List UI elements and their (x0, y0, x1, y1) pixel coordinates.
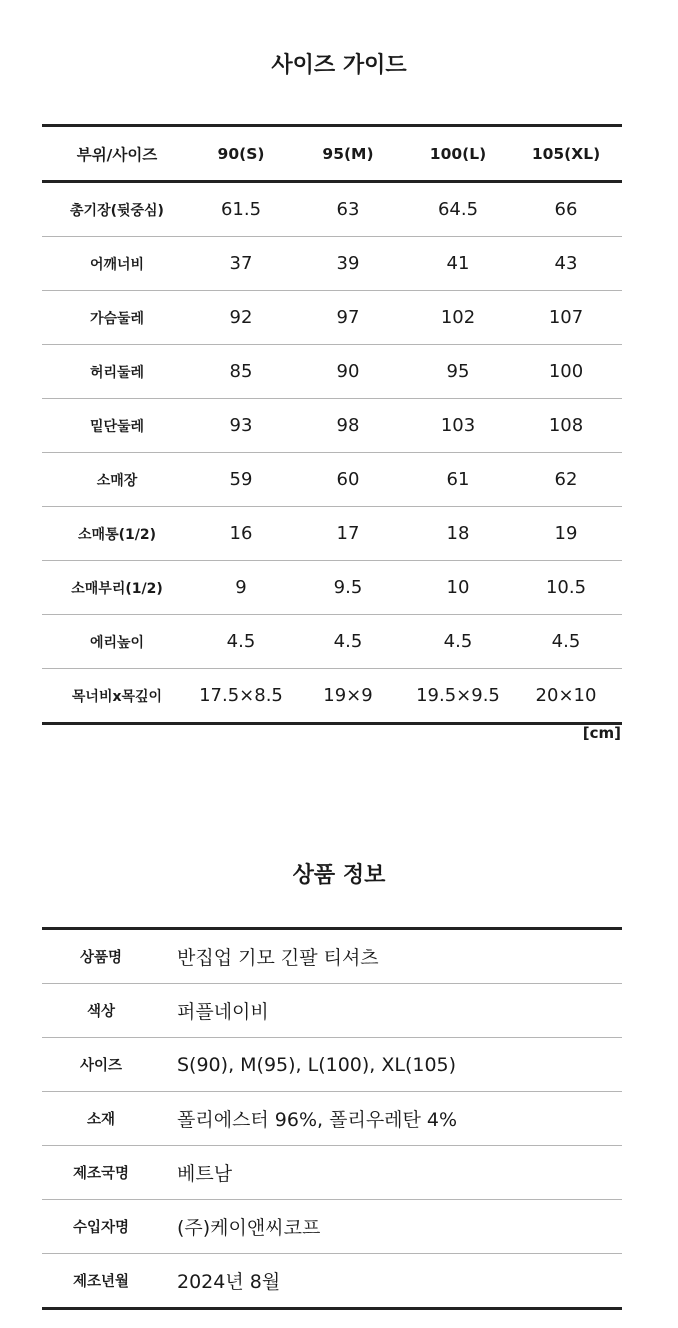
measurement-value: 19×9 (323, 685, 373, 706)
measurement-value: 90 (336, 361, 360, 382)
size-guide-table (42, 124, 622, 725)
measurement-value: 107 (548, 307, 584, 328)
measurement-label: 허리둘레 (89, 364, 145, 381)
info-value: S(90), M(95), L(100), XL(105) (177, 1053, 457, 1076)
measurement-label: 가슴둘레 (89, 310, 145, 327)
size-table-row (42, 398, 622, 452)
measurement-label: 총기장(뒷중심) (70, 202, 164, 219)
product-info-row (42, 1253, 622, 1307)
measurement-value: 4.5 (551, 631, 581, 652)
measurement-value: 20×10 (535, 685, 597, 706)
measurement-label: 에리높이 (89, 634, 145, 651)
measurement-value: 63 (336, 199, 360, 220)
size-table-row (42, 183, 622, 236)
measurement-value: 37 (229, 253, 253, 274)
info-label: 소재 (86, 1112, 115, 1128)
product-info-title: 상품 정보 (292, 863, 386, 888)
info-value: (주)케이앤씨코프 (177, 1217, 321, 1239)
measurement-value: 93 (229, 415, 253, 436)
product-info-table (42, 927, 622, 1310)
measurement-value: 9 (235, 577, 247, 598)
measurement-value: 18 (446, 523, 470, 544)
unit-label: [cm] (582, 724, 621, 742)
measurement-value: 62 (554, 469, 578, 490)
measurement-value: 61 (446, 469, 470, 490)
size-table-row (42, 614, 622, 668)
measurement-value: 103 (440, 415, 476, 436)
product-info-row (42, 983, 622, 1037)
info-value: 퍼플네이비 (177, 1001, 269, 1023)
measurement-value: 19.5×9.5 (416, 685, 500, 706)
measurement-value: 43 (554, 253, 578, 274)
header-size-s: 90(S) (217, 144, 265, 163)
measurement-value: 64.5 (437, 199, 479, 220)
measurement-value: 41 (446, 253, 470, 274)
measurement-value: 95 (446, 361, 470, 382)
measurement-value: 10 (446, 577, 470, 598)
measurement-value: 100 (548, 361, 584, 382)
header-size-m: 95(M) (322, 144, 374, 163)
product-info-row (42, 1145, 622, 1199)
measurement-value: 59 (229, 469, 253, 490)
measurement-value: 19 (554, 523, 578, 544)
measurement-label: 목너비x목깊이 (71, 688, 163, 705)
measurement-value: 17.5×8.5 (199, 685, 283, 706)
header-size-xl: 105(XL) (531, 144, 601, 163)
measurement-value: 102 (440, 307, 476, 328)
measurement-value: 9.5 (333, 577, 363, 598)
size-table-row (42, 452, 622, 506)
info-label: 색상 (86, 1004, 115, 1020)
info-value: 베트남 (177, 1163, 233, 1185)
measurement-value: 61.5 (220, 199, 262, 220)
measurement-value: 66 (554, 199, 578, 220)
product-info-row (42, 1037, 622, 1091)
size-table-header (42, 127, 622, 183)
measurement-label: 소매부리(1/2) (71, 580, 163, 597)
info-label: 제조국명 (72, 1166, 130, 1182)
measurement-label: 소매통(1/2) (78, 526, 156, 543)
measurement-value: 10.5 (545, 577, 587, 598)
size-table-row (42, 668, 622, 722)
measurement-value: 16 (229, 523, 253, 544)
measurement-value: 4.5 (333, 631, 363, 652)
measurement-value: 97 (336, 307, 360, 328)
info-value: 2024년 8월 (177, 1271, 281, 1293)
info-label: 제조년월 (72, 1274, 130, 1290)
measurement-value: 92 (229, 307, 253, 328)
measurement-value: 4.5 (226, 631, 256, 652)
info-label: 수입자명 (72, 1220, 130, 1236)
info-label: 사이즈 (79, 1058, 123, 1074)
product-info-row (42, 930, 622, 983)
header-part-size: 부위/사이즈 (76, 145, 158, 164)
size-table-row (42, 344, 622, 398)
size-table-row (42, 560, 622, 614)
measurement-value: 39 (336, 253, 360, 274)
info-value: 폴리에스터 96%, 폴리우레탄 4% (177, 1109, 458, 1131)
measurement-label: 어깨너비 (89, 256, 145, 273)
info-value: 반집업 기모 긴팔 티셔츠 (177, 947, 379, 969)
measurement-value: 60 (336, 469, 360, 490)
header-size-l: 100(L) (429, 144, 487, 163)
size-table-row (42, 236, 622, 290)
size-table-row (42, 290, 622, 344)
measurement-value: 98 (336, 415, 360, 436)
info-label: 상품명 (79, 950, 123, 966)
measurement-value: 4.5 (443, 631, 473, 652)
measurement-label: 밑단둘레 (89, 418, 145, 435)
size-guide-title: 사이즈 가이드 (271, 53, 407, 78)
product-info-row (42, 1091, 622, 1145)
measurement-value: 17 (336, 523, 360, 544)
measurement-value: 108 (548, 415, 584, 436)
measurement-value: 85 (229, 361, 253, 382)
product-info-row (42, 1199, 622, 1253)
measurement-label: 소매장 (96, 472, 138, 489)
size-table-row (42, 506, 622, 560)
